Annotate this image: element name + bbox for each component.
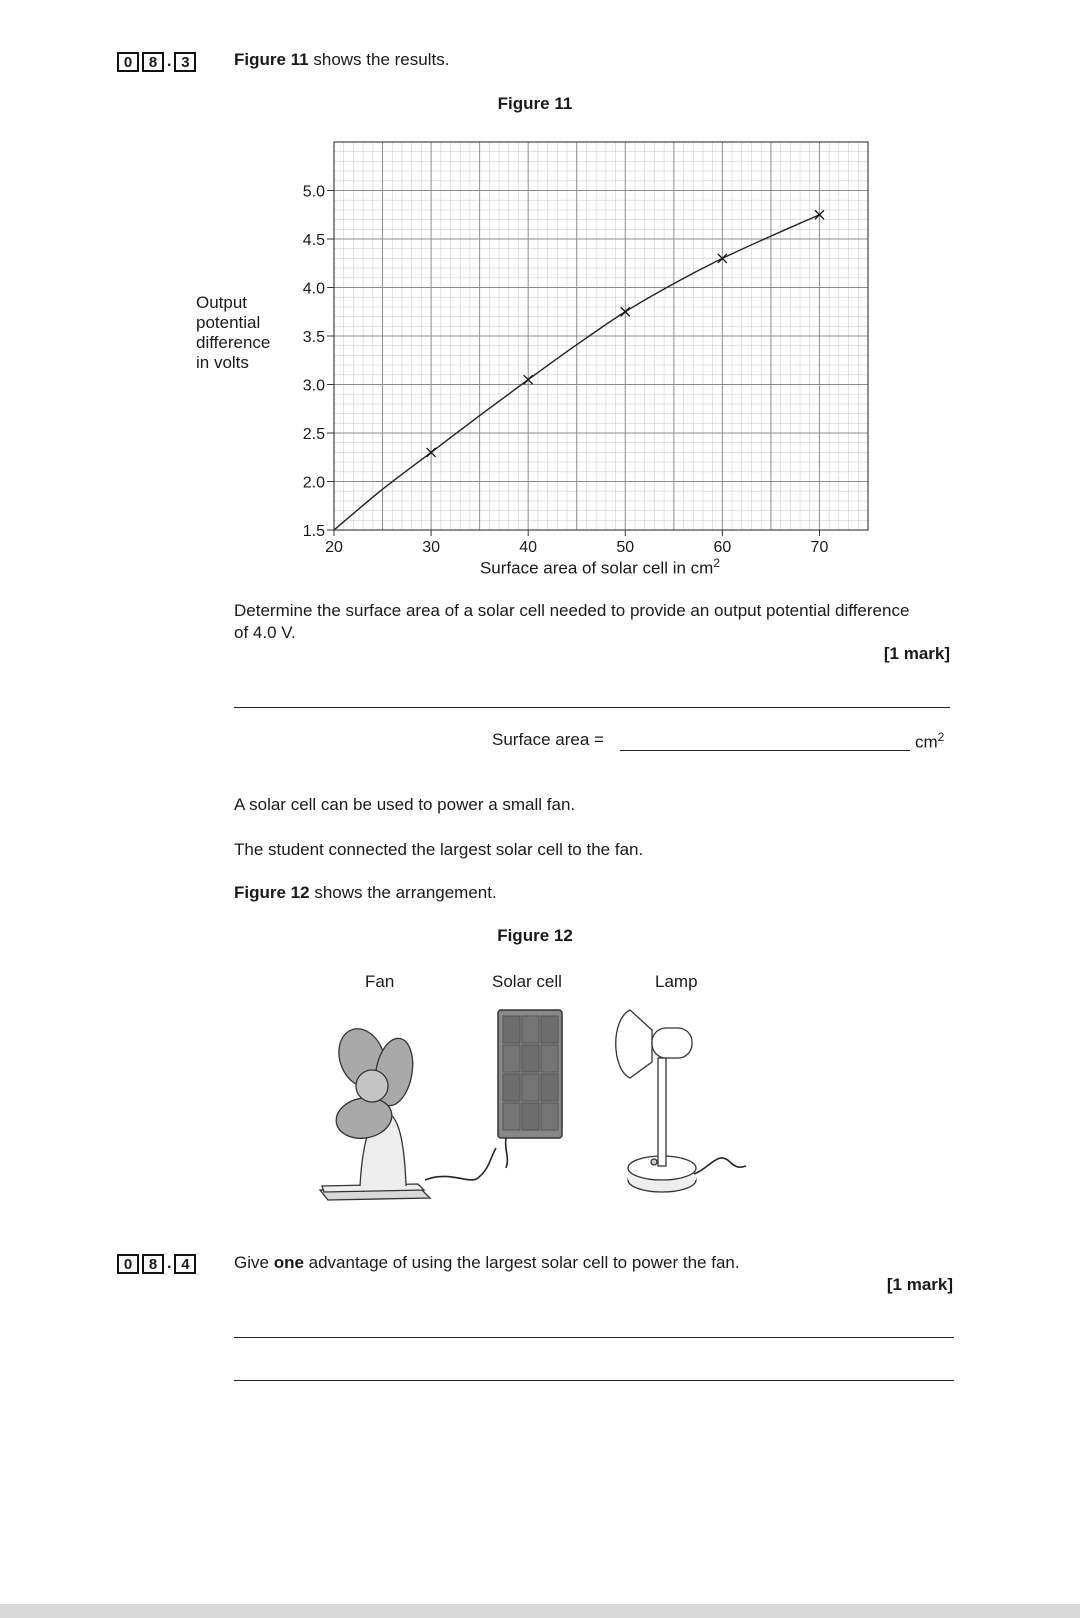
marks-label: [1 mark]: [883, 644, 950, 663]
y-axis-label-line: Output: [196, 293, 248, 312]
para-line-2: The student connected the largest solar cell to the fan.: [234, 840, 644, 859]
para-line-1: A solar cell can be used to power a small fan.: [234, 795, 576, 814]
y-tick-label: 4.5: [302, 232, 325, 249]
x-tick-label: 50: [616, 539, 635, 556]
solar-cell-illustration: [498, 1010, 562, 1168]
x-axis-label-sup: 2: [713, 556, 721, 570]
para-line-3-rest: shows the arrangement.: [309, 883, 497, 902]
answer-line[interactable]: [234, 1337, 954, 1338]
x-tick-label: 20: [325, 539, 343, 556]
question-number-digit: 0: [117, 1254, 139, 1274]
question-number-digit: 0: [117, 52, 139, 72]
y-tick-label: 3.0: [302, 377, 325, 395]
y-tick-label: 2.5: [302, 426, 325, 443]
question-number-digit: 8: [142, 52, 164, 72]
q084-text-bold: one: [273, 1253, 304, 1272]
y-tick-label: 2.0: [302, 474, 325, 492]
answer-line[interactable]: [234, 1380, 954, 1381]
figure-ref: Figure 11: [234, 50, 309, 69]
x-tick-label: 70: [810, 539, 829, 556]
x-axis-label: [400, 556, 800, 579]
figure-11-chart: [0, 0, 1080, 600]
answer-input-line[interactable]: [620, 750, 910, 751]
figure-11-caption: Figure 11: [497, 94, 573, 113]
figure-12-illustration: [300, 1000, 780, 1210]
y-tick-label: 4.0: [302, 280, 325, 298]
question-text: Determine the surface area of a solar cell needed to provide an output potential difference of 4.0 V.: [234, 601, 910, 642]
x-tick-label: 30: [422, 539, 440, 556]
question-number-digit: 4: [174, 1254, 196, 1274]
answer-unit: [915, 730, 944, 753]
question-number-digit: 8: [142, 1254, 164, 1274]
figure-ref: Figure 12: [234, 883, 310, 902]
y-tick-label: 3.5: [302, 329, 325, 346]
figure-12-caption: Figure 12: [497, 926, 573, 945]
y-axis-label-line: difference: [196, 333, 271, 352]
q084-text-pre: Give: [234, 1253, 274, 1272]
x-axis-label-text: Surface area of solar cell in cm: [479, 558, 714, 578]
answer-unit-sup: 2: [937, 730, 945, 744]
solar-cell-label: Solar cell: [492, 972, 562, 991]
question-number-dot: .: [167, 1255, 172, 1272]
y-axis-label-line: in volts: [196, 353, 249, 372]
intro-text: shows the results.: [308, 50, 450, 69]
x-tick-label: 40: [519, 539, 538, 556]
y-tick-label: 5.0: [302, 183, 325, 201]
fan-label: Fan: [365, 972, 395, 991]
lamp-label: Lamp: [655, 972, 698, 991]
q084-text-post: advantage of using the largest solar cell to power the fan.: [303, 1253, 740, 1272]
lamp-illustration: [616, 1010, 746, 1192]
x-tick-label: 60: [713, 539, 732, 556]
question-number-digit: 3: [174, 52, 196, 72]
question-number-08-4: [117, 1250, 199, 1274]
answer-unit-base: cm: [915, 732, 938, 752]
bottom-scroll-bar[interactable]: [0, 1604, 1080, 1618]
para-line-3: [234, 883, 497, 903]
fan-illustration: [320, 1022, 496, 1200]
y-axis-label-line: potential: [196, 313, 261, 332]
answer-line[interactable]: [234, 707, 950, 708]
answer-label: Surface area =: [492, 730, 604, 749]
y-tick-label: 1.5: [302, 523, 325, 540]
question-text-08-4: [234, 1253, 740, 1273]
question-number-dot: .: [167, 53, 172, 70]
marks-label-08-4: [1 mark]: [886, 1275, 953, 1294]
